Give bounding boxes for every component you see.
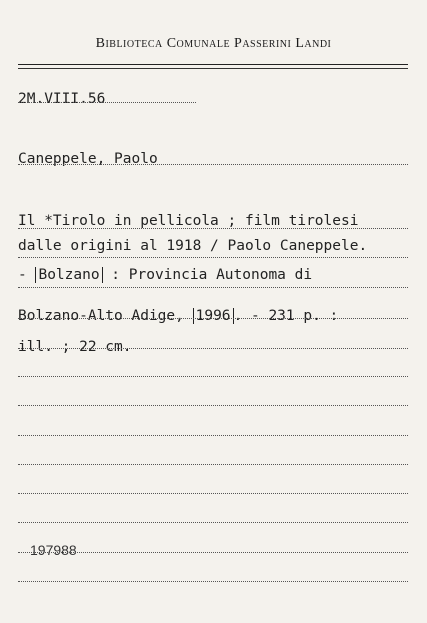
ruled-line-10 — [18, 493, 408, 494]
ruled-line-9 — [18, 464, 408, 465]
shelfmark-line — [18, 102, 196, 103]
imprint-dash: - — [18, 267, 36, 283]
ruled-line-2 — [18, 257, 408, 258]
ruled-line-13 — [18, 581, 408, 582]
ruled-line-3 — [18, 287, 408, 288]
library-header: Biblioteca Comunale Passerini Landi — [95, 36, 332, 51]
imprint-line-1 — [18, 266, 312, 284]
publisher-cont: Bolzano-Alto Adige, — [18, 308, 193, 324]
ruled-line-4 — [18, 318, 408, 319]
illustrations-line: ill. ; 22 cm. — [18, 339, 132, 355]
ruled-line-8 — [18, 435, 408, 436]
author-heading: Caneppele, Paolo — [18, 151, 158, 167]
ruled-line-12 — [18, 552, 408, 553]
extent: . - 231 p. : — [233, 308, 339, 324]
place-of-publication: Bolzano — [35, 267, 102, 283]
header-rule-top — [18, 64, 408, 65]
ruled-line-7 — [18, 405, 408, 406]
ruled-line-5 — [18, 348, 408, 349]
inventory-number: 197988 — [30, 542, 77, 558]
imprint-line-2 — [18, 307, 338, 325]
author-line — [18, 164, 408, 165]
header-rule-bottom — [18, 68, 408, 69]
ruled-line-11 — [18, 522, 408, 523]
publisher-part: : Provincia Autonoma di — [102, 267, 313, 283]
title-line-2: dalle origini al 1918 / Paolo Caneppele. — [18, 238, 368, 254]
publication-year: 1996 — [193, 308, 234, 324]
shelfmark: 2M.VIII.56 — [18, 91, 106, 107]
ruled-line-1 — [18, 228, 408, 229]
title-line-1: Il *Tirolo in pellicola ; film tirolesi — [18, 213, 359, 229]
ruled-line-6 — [18, 376, 408, 377]
